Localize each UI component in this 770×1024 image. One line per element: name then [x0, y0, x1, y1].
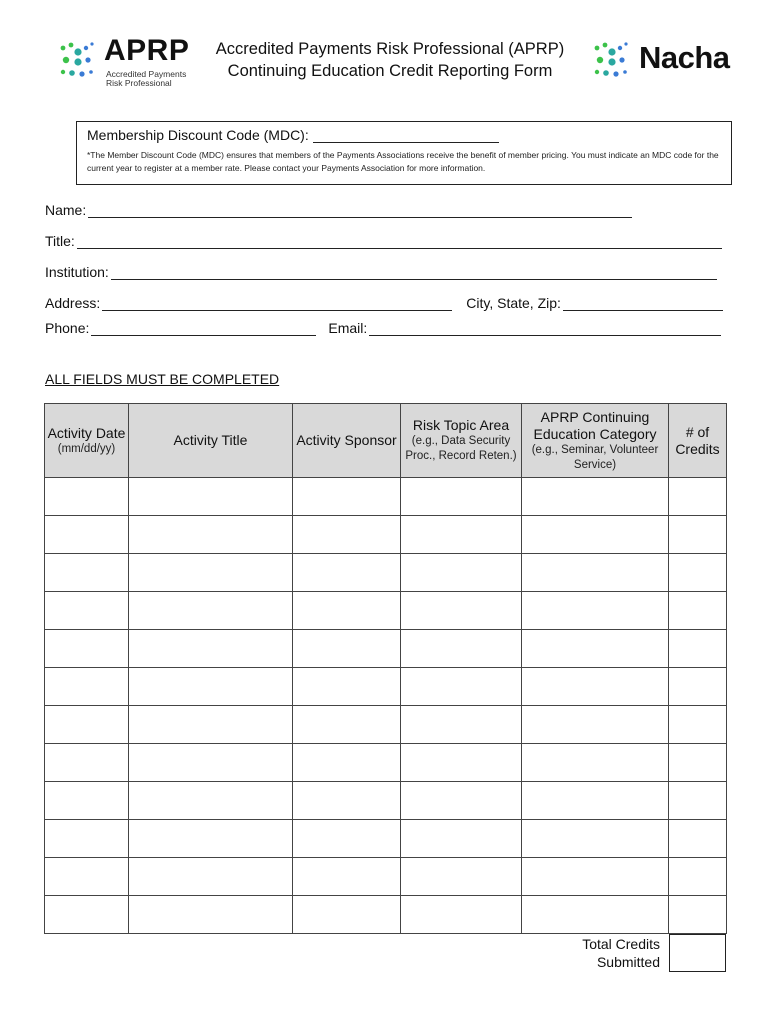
cell-activity-sponsor[interactable]	[293, 668, 401, 706]
form-title-line1: Accredited Payments Risk Professional (APRP)	[215, 40, 565, 58]
table-row	[45, 554, 727, 592]
cell-activity-title[interactable]	[129, 554, 293, 592]
cell-activity-title[interactable]	[129, 668, 293, 706]
form-title-line2: Continuing Education Credit Reporting Form	[227, 62, 553, 80]
cell-risk-topic-area[interactable]	[401, 820, 522, 858]
title-label: Title:	[45, 233, 75, 249]
institution-input-line[interactable]	[111, 267, 717, 280]
table-row	[45, 668, 727, 706]
total-credits-label: Total Credits Submitted	[582, 936, 660, 970]
cell-activity-date[interactable]	[45, 706, 129, 744]
aprp-dots-icon	[58, 40, 98, 80]
cell-risk-topic-area[interactable]	[401, 554, 522, 592]
name-input-line[interactable]	[88, 205, 632, 218]
institution-field	[45, 264, 717, 280]
all-fields-notice: ALL FIELDS MUST BE COMPLETED	[45, 371, 280, 387]
cell-education-category[interactable]	[522, 554, 669, 592]
cell-risk-topic-area[interactable]	[401, 782, 522, 820]
credit-log-table	[44, 403, 727, 934]
form-header	[0, 30, 770, 100]
cell-education-category[interactable]	[522, 896, 669, 934]
cell-risk-topic-area[interactable]	[401, 744, 522, 782]
cell-activity-date[interactable]	[45, 744, 129, 782]
table-row	[45, 478, 727, 516]
table-row	[45, 516, 727, 554]
cell-risk-topic-area[interactable]	[401, 516, 522, 554]
cell-activity-date[interactable]	[45, 516, 129, 554]
cell-activity-title[interactable]	[129, 744, 293, 782]
aprp-logo-subtitle: Accredited Payments Risk Professional	[106, 69, 187, 88]
col-num-credits: # of Credits	[669, 404, 727, 478]
cell-risk-topic-area[interactable]	[401, 896, 522, 934]
mdc-label: Membership Discount Code (MDC):	[87, 127, 309, 143]
total-credits	[560, 934, 726, 974]
cell-activity-sponsor[interactable]	[293, 820, 401, 858]
cell-education-category[interactable]	[522, 516, 669, 554]
cell-activity-date[interactable]	[45, 554, 129, 592]
cell-activity-title[interactable]	[129, 706, 293, 744]
nacha-logo	[592, 38, 742, 88]
col-risk-topic-area: Risk Topic Area (e.g., Data Security Proc., Record Reten.)	[401, 404, 522, 478]
cell-num-credits[interactable]	[669, 630, 727, 668]
nacha-logo-word: Nacha	[639, 40, 730, 75]
mdc-input-line[interactable]	[313, 130, 499, 143]
phone-email-field	[45, 320, 721, 336]
phone-input-line[interactable]	[91, 323, 316, 336]
cell-activity-title[interactable]	[129, 478, 293, 516]
col-education-category: APRP Continuing Education Category (e.g., Seminar, Volunteer Service)	[522, 404, 669, 478]
cell-activity-title[interactable]	[129, 630, 293, 668]
cell-activity-sponsor[interactable]	[293, 782, 401, 820]
cell-education-category[interactable]	[522, 706, 669, 744]
cell-activity-sponsor[interactable]	[293, 554, 401, 592]
table-row	[45, 706, 727, 744]
mdc-note: *The Member Discount Code (MDC) ensures that members of the Payments Associations receive the benefit of member pricing. You must indicate an MDC code for the current year to register at a member rate. Please contact your Payments Association for more information.	[87, 150, 719, 173]
table-row	[45, 744, 727, 782]
address-label: Address:	[45, 295, 101, 311]
table-row	[45, 896, 727, 934]
cell-num-credits[interactable]	[669, 478, 727, 516]
table-row	[45, 820, 727, 858]
cell-activity-title[interactable]	[129, 592, 293, 630]
name-label: Name:	[45, 202, 87, 218]
mdc-box	[76, 121, 732, 185]
cell-risk-topic-area[interactable]	[401, 630, 522, 668]
cell-education-category[interactable]	[522, 668, 669, 706]
cell-education-category[interactable]	[522, 782, 669, 820]
table-body	[45, 478, 727, 934]
title-field	[45, 233, 722, 249]
cell-activity-date[interactable]	[45, 820, 129, 858]
nacha-dots-icon	[592, 40, 632, 80]
title-input-line[interactable]	[77, 236, 722, 249]
cell-activity-sponsor[interactable]	[293, 630, 401, 668]
cell-activity-date[interactable]	[45, 668, 129, 706]
cell-num-credits[interactable]	[669, 744, 727, 782]
cell-activity-title[interactable]	[129, 896, 293, 934]
cell-activity-sponsor[interactable]	[293, 896, 401, 934]
cell-activity-sponsor[interactable]	[293, 858, 401, 896]
cell-education-category[interactable]	[522, 630, 669, 668]
cell-activity-date[interactable]	[45, 478, 129, 516]
total-credits-input[interactable]	[669, 934, 726, 972]
table-row	[45, 858, 727, 896]
cell-education-category[interactable]	[522, 478, 669, 516]
cell-activity-date[interactable]	[45, 630, 129, 668]
cell-num-credits[interactable]	[669, 782, 727, 820]
col-activity-date: Activity Date (mm/dd/yy)	[45, 404, 129, 478]
cell-num-credits[interactable]	[669, 554, 727, 592]
name-field	[45, 202, 632, 218]
cell-risk-topic-area[interactable]	[401, 668, 522, 706]
cell-activity-sponsor[interactable]	[293, 592, 401, 630]
cell-activity-sponsor[interactable]	[293, 744, 401, 782]
cell-activity-date[interactable]	[45, 858, 129, 896]
col-activity-title: Activity Title	[129, 404, 293, 478]
city-state-zip-label: City, State, Zip:	[466, 295, 561, 311]
cell-num-credits[interactable]	[669, 516, 727, 554]
email-input-line[interactable]	[369, 323, 721, 336]
cell-num-credits[interactable]	[669, 668, 727, 706]
cell-risk-topic-area[interactable]	[401, 478, 522, 516]
cell-activity-title[interactable]	[129, 516, 293, 554]
cell-activity-title[interactable]	[129, 820, 293, 858]
table-row	[45, 782, 727, 820]
cell-activity-date[interactable]	[45, 782, 129, 820]
table-header-row	[45, 404, 727, 478]
cell-education-category[interactable]	[522, 592, 669, 630]
aprp-logo-word: APRP	[104, 34, 190, 67]
cell-activity-sponsor[interactable]	[293, 706, 401, 744]
table-row	[45, 592, 727, 630]
cell-num-credits[interactable]	[669, 706, 727, 744]
cell-risk-topic-area[interactable]	[401, 706, 522, 744]
city-state-zip-input-line[interactable]	[563, 298, 723, 311]
cell-risk-topic-area[interactable]	[401, 592, 522, 630]
cell-num-credits[interactable]	[669, 592, 727, 630]
cell-risk-topic-area[interactable]	[401, 858, 522, 896]
form-title	[205, 38, 575, 82]
table-row	[45, 630, 727, 668]
cell-activity-title[interactable]	[129, 782, 293, 820]
aprp-logo	[58, 36, 208, 96]
cell-activity-date[interactable]	[45, 592, 129, 630]
address-input-line[interactable]	[102, 298, 452, 311]
col-activity-sponsor: Activity Sponsor	[293, 404, 401, 478]
cell-num-credits[interactable]	[669, 820, 727, 858]
mdc-field	[87, 127, 721, 143]
cell-education-category[interactable]	[522, 744, 669, 782]
cell-activity-title[interactable]	[129, 858, 293, 896]
phone-label: Phone:	[45, 320, 90, 336]
email-label: Email:	[328, 320, 368, 336]
cell-education-category[interactable]	[522, 858, 669, 896]
institution-label: Institution:	[45, 264, 109, 280]
cell-num-credits[interactable]	[669, 858, 727, 896]
cell-num-credits[interactable]	[669, 896, 727, 934]
cell-education-category[interactable]	[522, 820, 669, 858]
cell-activity-sponsor[interactable]	[293, 478, 401, 516]
cell-activity-date[interactable]	[45, 896, 129, 934]
cell-activity-sponsor[interactable]	[293, 516, 401, 554]
address-field	[45, 295, 723, 311]
